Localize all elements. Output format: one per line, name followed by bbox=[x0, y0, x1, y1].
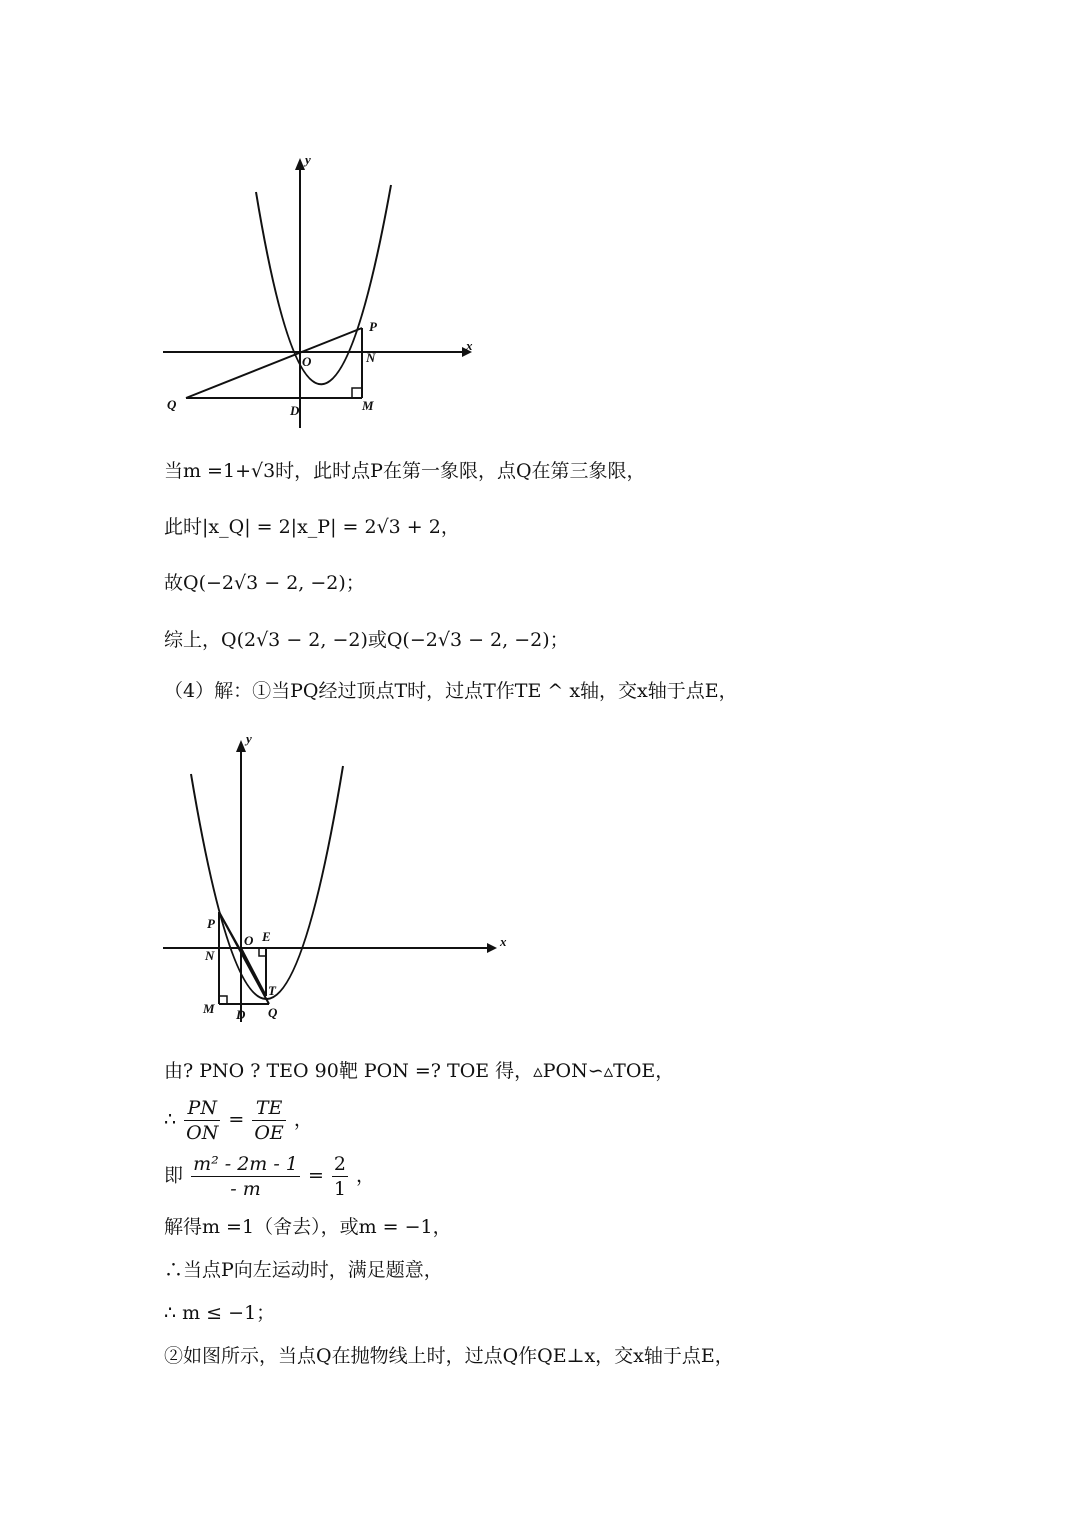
numerator: TE bbox=[252, 1096, 285, 1121]
text-line-12: ②如图所示，当点Q在抛物线上时，过点Q作QE⊥x，交x轴于点E， bbox=[164, 1345, 734, 1367]
fraction-equation-left bbox=[191, 1152, 300, 1201]
x-axis-arrow-icon bbox=[487, 943, 497, 953]
right-angle-marker-m bbox=[219, 996, 227, 1004]
denominator: - m bbox=[230, 1178, 261, 1200]
fraction-te-oe bbox=[252, 1096, 285, 1145]
text-line-8 bbox=[164, 1152, 375, 1201]
equals-sign: = bbox=[307, 1164, 324, 1187]
text-line-9: 解得m =1（舍去），或m = −1， bbox=[164, 1216, 452, 1238]
segment-pq bbox=[186, 328, 362, 398]
text-line-6: 由? PNO ? TEO 90靶 PON =? TOE 得，▵PON∽▵TOE， bbox=[164, 1060, 675, 1082]
text-line-11: ∴ m ≤ −1； bbox=[164, 1302, 276, 1324]
y-axis-arrow-icon bbox=[295, 158, 305, 170]
label-n: N bbox=[366, 350, 376, 365]
text-line-2: 此时|x_Q| = 2|x_P| = 2√3 + 2， bbox=[164, 516, 460, 538]
therefore-symbol: ∴ bbox=[164, 1108, 177, 1131]
label-x: x bbox=[466, 338, 473, 353]
y-axis-arrow-icon bbox=[236, 740, 246, 752]
label-x: x bbox=[500, 934, 507, 949]
namely-prefix: 即 bbox=[164, 1164, 184, 1187]
text-line-4: 综上，Q(2√3 − 2, −2)或Q(−2√3 − 2, −2)； bbox=[164, 629, 569, 651]
numerator: m² - 2m - 1 bbox=[193, 1153, 298, 1175]
numerator: 2 bbox=[333, 1153, 346, 1175]
label-q: Q bbox=[268, 1005, 278, 1020]
label-p: P bbox=[207, 916, 215, 931]
denominator: ON bbox=[186, 1122, 219, 1144]
label-o: O bbox=[244, 933, 254, 948]
text-line-3: 故Q(−2√3 − 2, −2)； bbox=[164, 572, 365, 594]
figure-1-parabola-diagram bbox=[150, 145, 490, 435]
equals-sign: = bbox=[228, 1108, 245, 1131]
segment-ot bbox=[241, 948, 266, 996]
text-line-1: 当m =1+√3时，此时点P在第一象限，点Q在第三象限， bbox=[164, 460, 646, 482]
label-d: D bbox=[236, 1007, 246, 1022]
label-e: E bbox=[262, 929, 271, 944]
figure-2-parabola-diagram bbox=[150, 725, 520, 1030]
right-angle-marker bbox=[352, 388, 362, 398]
text-line-10: ∴当点P向左运动时，满足题意， bbox=[164, 1259, 443, 1281]
text-line-7 bbox=[164, 1096, 313, 1145]
fraction-pn-on bbox=[184, 1096, 220, 1145]
comma: ， bbox=[293, 1108, 313, 1131]
label-d: D bbox=[290, 403, 300, 418]
comma: ， bbox=[356, 1164, 376, 1187]
label-m: M bbox=[362, 398, 374, 413]
label-y: y bbox=[305, 152, 311, 167]
label-m: M bbox=[203, 1001, 215, 1016]
label-p: P bbox=[369, 319, 377, 334]
label-n: N bbox=[205, 948, 215, 963]
text-line-5: （4）解：①当PQ经过顶点T时，过点T作TE ^ x轴，交x轴于点E， bbox=[164, 680, 738, 702]
fraction-equation-right bbox=[332, 1152, 348, 1201]
numerator: PN bbox=[184, 1096, 220, 1121]
denominator: 1 bbox=[333, 1178, 346, 1200]
label-q: Q bbox=[167, 397, 177, 412]
label-t: T bbox=[268, 983, 276, 998]
label-o: O bbox=[302, 354, 312, 369]
label-y: y bbox=[246, 731, 252, 746]
right-angle-marker-e bbox=[259, 948, 266, 956]
denominator: OE bbox=[254, 1122, 284, 1144]
